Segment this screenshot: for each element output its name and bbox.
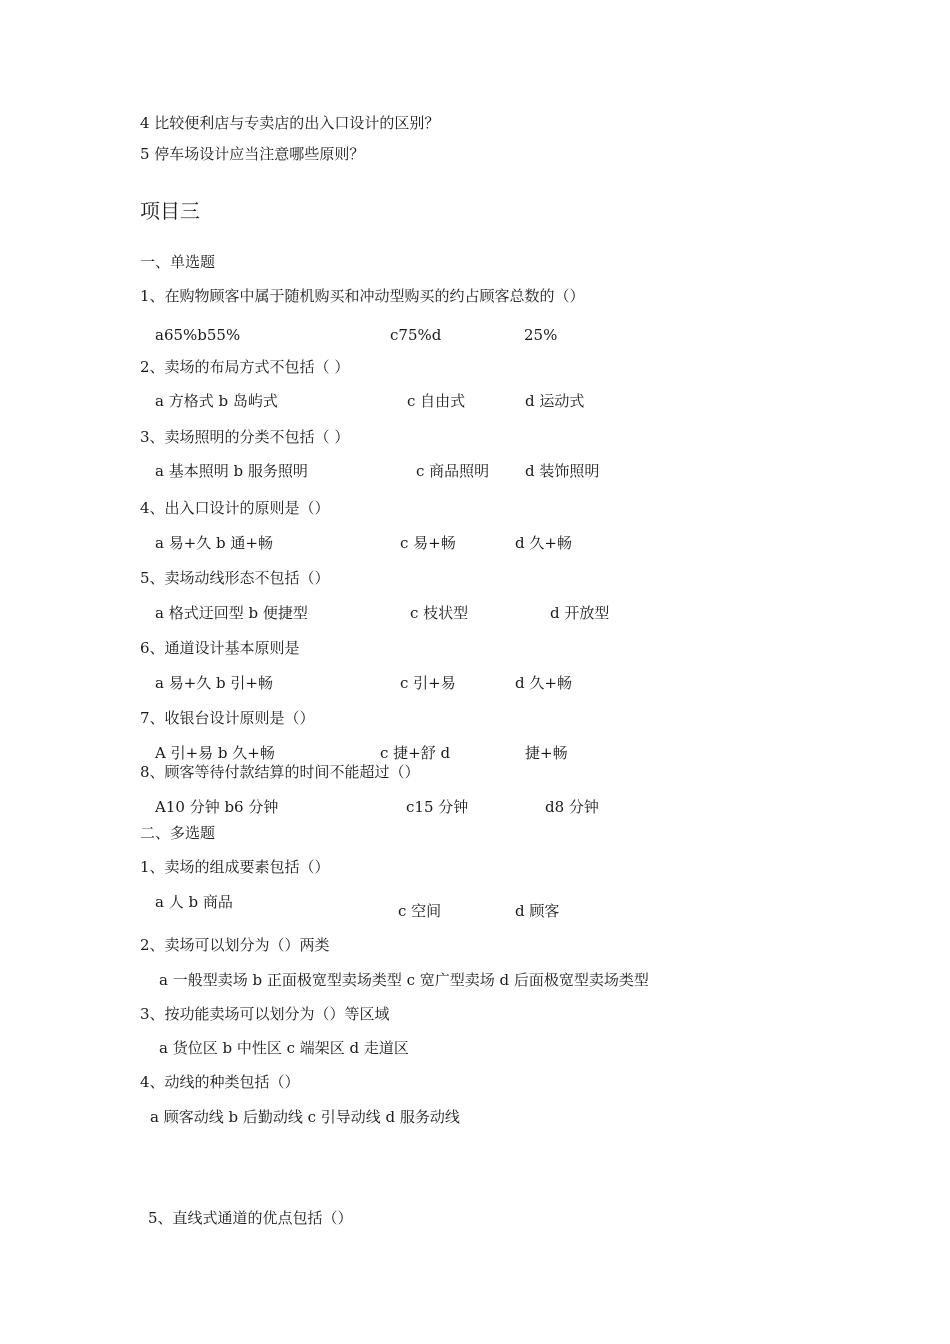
sc-question-7: 7、收银台设计原则是（） bbox=[140, 709, 315, 727]
sc-q1-option-ab: a65%b55% bbox=[155, 326, 241, 344]
sc-q3-option-c: c 商品照明 bbox=[416, 462, 490, 480]
mc-q3-options: a 货位区 b 中性区 c 端架区 d 走道区 bbox=[159, 1039, 409, 1057]
mc-q1-option-c: c 空间 bbox=[398, 902, 442, 920]
sc-q3-option-ab: a 基本照明 b 服务照明 bbox=[155, 462, 308, 480]
mc-q1-option-d: d 顾客 bbox=[515, 902, 560, 920]
sc-q7-option-c: c 捷+舒 d bbox=[380, 744, 451, 762]
question-4-text: 4 比较便利店与专卖店的出入口设计的区别？ bbox=[140, 114, 440, 132]
sc-question-8: 8、顾客等待付款结算的时间不能超过（） bbox=[140, 763, 420, 781]
sc-q2-option-ab: a 方格式 b 岛屿式 bbox=[155, 392, 278, 410]
mc-question-4: 4、动线的种类包括（） bbox=[140, 1073, 300, 1091]
multi-choice-heading: 二、多选题 bbox=[140, 824, 216, 842]
mc-question-3: 3、按功能卖场可以划分为（）等区域 bbox=[140, 1005, 390, 1023]
question-5-text: 5 停车场设计应当注意哪些原则？ bbox=[140, 145, 365, 163]
sc-q2-option-d: d 运动式 bbox=[525, 392, 585, 410]
mc-q2-options: a 一般型卖场 b 正面极宽型卖场类型 c 宽广型卖场 d 后面极宽型卖场类型 bbox=[159, 971, 649, 989]
sc-q2-option-c: c 自由式 bbox=[407, 392, 466, 410]
sc-q8-option-c: c15 分钟 bbox=[406, 798, 469, 816]
sc-q6-option-c: c 引+易 bbox=[400, 674, 456, 692]
sc-question-2: 2、卖场的布局方式不包括（ ） bbox=[140, 358, 350, 376]
sc-q8-option-ab: A10 分钟 b6 分钟 bbox=[155, 798, 279, 816]
sc-q4-option-c: c 易+畅 bbox=[400, 534, 456, 552]
sc-q5-option-c: c 枝状型 bbox=[410, 604, 469, 622]
mc-q1-option-ab: a 人 b 商品 bbox=[155, 893, 233, 911]
mc-question-5: 5、直线式通道的优点包括（） bbox=[148, 1209, 353, 1227]
sc-question-1: 1、在购物顾客中属于随机购买和冲动型购买的约占顾客总数的（） bbox=[140, 287, 585, 305]
sc-q8-option-d: d8 分钟 bbox=[545, 798, 599, 816]
mc-question-1: 1、卖场的组成要素包括（） bbox=[140, 858, 330, 876]
project-title: 项目三 bbox=[140, 199, 200, 223]
sc-q1-option-d: 25% bbox=[524, 326, 558, 344]
sc-q4-option-ab: a 易+久 b 通+畅 bbox=[155, 534, 273, 552]
sc-q7-option-d: 捷+畅 bbox=[525, 744, 568, 762]
sc-question-6: 6、通道设计基本原则是 bbox=[140, 639, 300, 657]
sc-q6-option-d: d 久+畅 bbox=[515, 674, 572, 692]
sc-q6-option-ab: a 易+久 b 引+畅 bbox=[155, 674, 273, 692]
sc-q5-option-d: d 开放型 bbox=[550, 604, 610, 622]
single-choice-heading: 一、单选题 bbox=[140, 253, 216, 271]
sc-question-5: 5、卖场动线形态不包括（） bbox=[140, 569, 330, 587]
sc-q3-option-d: d 装饰照明 bbox=[525, 462, 600, 480]
mc-question-2: 2、卖场可以划分为（）两类 bbox=[140, 936, 330, 954]
sc-q7-option-ab: A 引+易 b 久+畅 bbox=[155, 744, 275, 762]
sc-question-3: 3、卖场照明的分类不包括（ ） bbox=[140, 428, 350, 446]
sc-q5-option-ab: a 格式迂回型 b 便捷型 bbox=[155, 604, 308, 622]
mc-q4-options: a 顾客动线 b 后勤动线 c 引导动线 d 服务动线 bbox=[150, 1108, 460, 1126]
sc-q4-option-d: d 久+畅 bbox=[515, 534, 572, 552]
sc-question-4: 4、出入口设计的原则是（） bbox=[140, 499, 330, 517]
sc-q1-option-c: c75%d bbox=[390, 326, 442, 344]
